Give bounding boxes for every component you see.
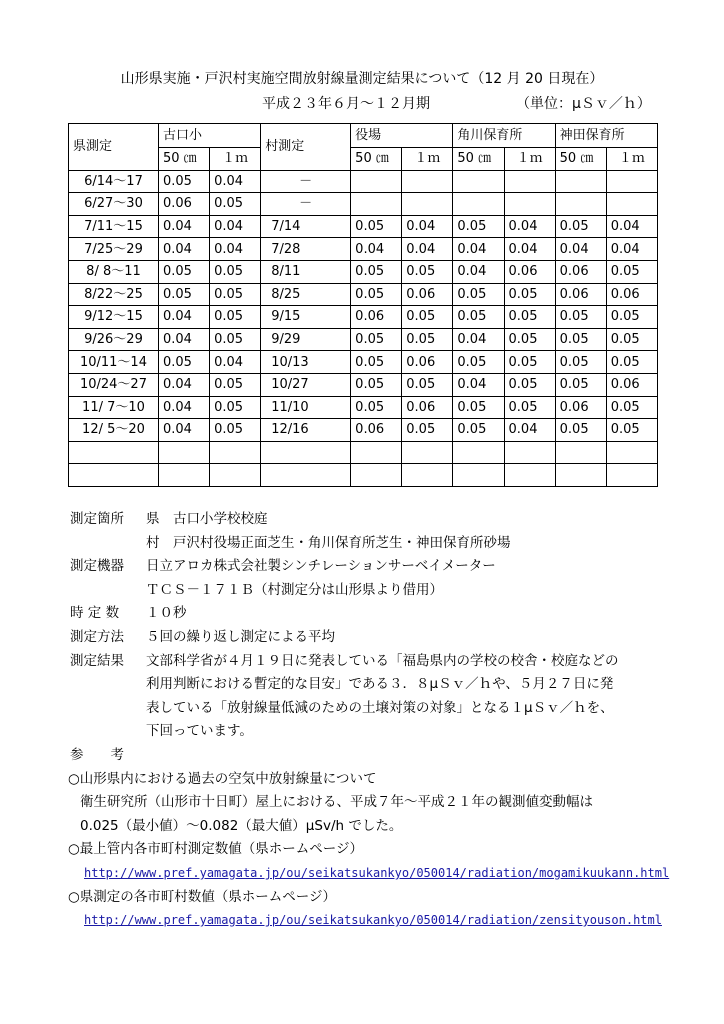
cell-value: 0.04 xyxy=(158,328,209,351)
cell-value xyxy=(158,441,209,464)
cell-value: 0.05 xyxy=(453,306,504,329)
cell-value: 0.04 xyxy=(210,238,261,261)
cell-village-date xyxy=(261,464,351,487)
col-header-village: 村測定 xyxy=(261,124,351,171)
result-label: 測定結果 xyxy=(70,652,124,669)
table-row xyxy=(69,306,658,329)
cell-value xyxy=(210,464,261,487)
cell-value xyxy=(351,193,402,216)
cell-village-date: 10/13 xyxy=(261,351,351,374)
cell-value: 0.05 xyxy=(210,260,261,283)
cell-value: 0.06 xyxy=(555,260,606,283)
cell-pref-date xyxy=(69,464,159,487)
device-line1: 日立アロカ株式会社製シンチレーションサーベイメーター xyxy=(146,558,496,575)
cell-value: 0.05 xyxy=(210,306,261,329)
cell-village-date: － xyxy=(261,170,351,193)
location-pref: 県 古口小学校校庭 xyxy=(146,511,268,527)
cell-value: 0.05 xyxy=(606,260,657,283)
cell-value: 0.06 xyxy=(351,419,402,442)
cell-value xyxy=(351,464,402,487)
cell-pref-date: 12/ 5～20 xyxy=(69,419,159,442)
table-row xyxy=(69,238,658,261)
col-header-furukuchi: 古口小 xyxy=(158,124,260,148)
reference-1-line1: 衛生研究所（山形市十日町）屋上における、平成７年～平成２１年の観測値変動幅は xyxy=(80,794,593,811)
cell-value xyxy=(504,170,555,193)
cell-value: 0.04 xyxy=(504,215,555,238)
cell-value: 0.05 xyxy=(158,170,209,193)
notes-section xyxy=(68,508,668,933)
cell-value: 0.05 xyxy=(555,373,606,396)
table-row xyxy=(69,373,658,396)
reference-1-line2: 0.025（最小値）～0.082（最大値）μSv/h でした。 xyxy=(80,817,403,834)
table-row xyxy=(69,464,658,487)
method-label: 測定方法 xyxy=(70,628,124,645)
cell-value: 0.05 xyxy=(158,283,209,306)
cell-village-date: 9/15 xyxy=(261,306,351,329)
cell-value xyxy=(158,464,209,487)
cell-value: 0.06 xyxy=(606,283,657,306)
cell-value: 0.05 xyxy=(158,351,209,374)
cell-value xyxy=(351,170,402,193)
reference-2-title: ○最上管内各市町村測定数値（県ホームページ） xyxy=(68,841,364,858)
cell-pref-date: 9/12～15 xyxy=(69,306,159,329)
cell-value: 0.06 xyxy=(504,260,555,283)
device-line2: ＴＣＳ－１７１Ｂ（村測定分は山形県より借用） xyxy=(146,581,443,598)
cell-village-date: 10/27 xyxy=(261,373,351,396)
cell-pref-date: 6/27～30 xyxy=(69,193,159,216)
cell-village-date: 8/25 xyxy=(261,283,351,306)
cell-value xyxy=(606,464,657,487)
table-row xyxy=(69,396,658,419)
cell-value: 0.05 xyxy=(504,351,555,374)
table-row xyxy=(69,328,658,351)
cell-value: 0.05 xyxy=(351,283,402,306)
cell-value: 0.05 xyxy=(555,328,606,351)
result-line4: 下回っています。 xyxy=(146,723,253,740)
cell-value: 0.04 xyxy=(453,328,504,351)
result-line3: 表している「放射線量低減のための土壌対策の対象」となる１μＳｖ／ｈを、 xyxy=(146,699,614,716)
cell-value: 0.05 xyxy=(504,306,555,329)
cell-value: 0.04 xyxy=(453,373,504,396)
cell-value xyxy=(402,464,453,487)
cell-value: 0.04 xyxy=(453,238,504,261)
cell-value: 0.05 xyxy=(453,215,504,238)
cell-value: 0.05 xyxy=(555,419,606,442)
cell-value: 0.05 xyxy=(210,373,261,396)
cell-value xyxy=(606,193,657,216)
table-row xyxy=(69,215,658,238)
cell-value: 0.05 xyxy=(453,351,504,374)
cell-value: 0.04 xyxy=(606,238,657,261)
cell-value: 0.04 xyxy=(555,238,606,261)
document-title: 山形県実施・戸沢村実施空間放射線量測定結果について（12 月 20 日現在） xyxy=(120,71,604,87)
cell-value: 0.04 xyxy=(453,260,504,283)
cell-value: 0.05 xyxy=(351,351,402,374)
cell-value: 0.05 xyxy=(606,351,657,374)
cell-pref-date: 7/25～29 xyxy=(69,238,159,261)
cell-value: 0.05 xyxy=(210,396,261,419)
cell-value: 0.04 xyxy=(210,351,261,374)
cell-value: 0.06 xyxy=(555,283,606,306)
cell-village-date: 8/11 xyxy=(261,260,351,283)
cell-pref-date: 11/ 7～10 xyxy=(69,396,159,419)
cell-village-date: － xyxy=(261,193,351,216)
cell-value xyxy=(504,193,555,216)
cell-value: 0.05 xyxy=(402,306,453,329)
cell-value: 0.04 xyxy=(402,215,453,238)
result-line1: 文部科学省が４月１９日に発表している「福島県内の学校の校舎・校庭などの xyxy=(146,652,619,669)
cell-value: 0.05 xyxy=(606,306,657,329)
cell-pref-date: 10/24～27 xyxy=(69,373,159,396)
cell-village-date: 7/14 xyxy=(261,215,351,238)
cell-value: 0.05 xyxy=(351,215,402,238)
cell-value: 0.05 xyxy=(402,328,453,351)
cell-value xyxy=(351,441,402,464)
subheader-50cm: 50 ㎝ xyxy=(351,148,402,171)
cell-value: 0.04 xyxy=(351,238,402,261)
cell-value: 0.05 xyxy=(402,419,453,442)
subheader-1m: １ｍ xyxy=(210,148,261,171)
cell-value: 0.04 xyxy=(158,238,209,261)
cell-value: 0.05 xyxy=(504,328,555,351)
subheader-1m: １ｍ xyxy=(402,148,453,171)
subheader-1m: １ｍ xyxy=(606,148,657,171)
cell-value: 0.04 xyxy=(210,215,261,238)
subheader-50cm: 50 ㎝ xyxy=(453,148,504,171)
col-header-pref: 県測定 xyxy=(69,124,159,171)
unit-label: （単位：μＳｖ／ｈ） xyxy=(516,96,651,112)
cell-value: 0.04 xyxy=(504,238,555,261)
cell-value: 0.04 xyxy=(158,373,209,396)
cell-pref-date: 7/11～15 xyxy=(69,215,159,238)
cell-value: 0.05 xyxy=(351,260,402,283)
cell-value: 0.06 xyxy=(606,373,657,396)
cell-value: 0.04 xyxy=(210,170,261,193)
cell-value: 0.05 xyxy=(606,419,657,442)
cell-value xyxy=(453,441,504,464)
cell-value: 0.06 xyxy=(402,283,453,306)
cell-value xyxy=(453,170,504,193)
cell-pref-date: 8/22～25 xyxy=(69,283,159,306)
cell-value: 0.05 xyxy=(453,396,504,419)
cell-value: 0.05 xyxy=(210,419,261,442)
table-row xyxy=(69,170,658,193)
table-row xyxy=(69,260,658,283)
cell-value xyxy=(504,441,555,464)
cell-value: 0.05 xyxy=(555,215,606,238)
cell-value: 0.06 xyxy=(555,396,606,419)
cell-value: 0.05 xyxy=(351,328,402,351)
measurement-table xyxy=(68,123,658,487)
cell-value: 0.05 xyxy=(158,260,209,283)
device-label: 測定機器 xyxy=(70,558,124,575)
cell-value: 0.05 xyxy=(351,373,402,396)
cell-value xyxy=(555,441,606,464)
cell-value: 0.05 xyxy=(351,396,402,419)
cell-value: 0.05 xyxy=(210,328,261,351)
cell-pref-date: 6/14～17 xyxy=(69,170,159,193)
col-header-tsunokawa: 角川保育所 xyxy=(453,124,555,148)
cell-village-date xyxy=(261,441,351,464)
cell-value: 0.05 xyxy=(504,373,555,396)
cell-value: 0.05 xyxy=(453,283,504,306)
reference-1-title: ○山形県内における過去の空気中放射線量について xyxy=(68,770,377,787)
cell-pref-date: 9/26～29 xyxy=(69,328,159,351)
reference-2-link[interactable]: http://www.pref.yamagata.jp/ou/seikatsukankyo/050014/radiation/mogamikuukann.html xyxy=(84,865,670,880)
cell-value: 0.06 xyxy=(402,396,453,419)
cell-value: 0.04 xyxy=(158,306,209,329)
subheader-50cm: 50 ㎝ xyxy=(555,148,606,171)
reference-3-link[interactable]: http://www.pref.yamagata.jp/ou/seikatsukankyo/050014/radiation/zensityouson.html xyxy=(84,913,662,928)
table-row xyxy=(69,441,658,464)
cell-value xyxy=(453,193,504,216)
table-row xyxy=(69,193,658,216)
cell-value: 0.06 xyxy=(402,351,453,374)
cell-value: 0.04 xyxy=(504,419,555,442)
location-village: 村 戸沢村役場正面芝生・角川保育所芝生・神田保育所砂場 xyxy=(146,534,511,551)
cell-value: 0.05 xyxy=(555,306,606,329)
cell-value: 0.04 xyxy=(606,215,657,238)
cell-value: 0.04 xyxy=(402,238,453,261)
cell-value: 0.05 xyxy=(555,351,606,374)
cell-village-date: 11/10 xyxy=(261,396,351,419)
col-header-office: 役場 xyxy=(351,124,453,148)
result-line2: 利用判断における暫定的な目安」である３．８μＳｖ／ｈや、５月２７日に発 xyxy=(146,676,614,693)
table-row xyxy=(69,283,658,306)
cell-pref-date: 8/ 8～11 xyxy=(69,260,159,283)
cell-value: 0.06 xyxy=(351,306,402,329)
col-header-kanda: 神田保育所 xyxy=(555,124,657,148)
cell-value: 0.05 xyxy=(402,260,453,283)
cell-value: 0.04 xyxy=(158,215,209,238)
cell-value xyxy=(402,193,453,216)
reference-3-title: ○県測定の各市町村数値（県ホームページ） xyxy=(68,888,337,905)
cell-value xyxy=(606,170,657,193)
cell-value xyxy=(453,464,504,487)
cell-value: 0.05 xyxy=(606,396,657,419)
cell-value xyxy=(606,441,657,464)
table-row xyxy=(69,419,658,442)
cell-value: 0.05 xyxy=(504,396,555,419)
cell-value: 0.04 xyxy=(158,419,209,442)
count-label: 時 定 数 xyxy=(70,605,120,622)
cell-value: 0.05 xyxy=(210,283,261,306)
cell-value xyxy=(555,170,606,193)
cell-pref-date xyxy=(69,441,159,464)
subheader-1m: １ｍ xyxy=(504,148,555,171)
cell-value: 0.05 xyxy=(453,419,504,442)
cell-value: 0.05 xyxy=(402,373,453,396)
cell-value: 0.06 xyxy=(158,193,209,216)
subheader-50cm: 50 ㎝ xyxy=(158,148,209,171)
cell-value: 0.05 xyxy=(606,328,657,351)
cell-value: 0.05 xyxy=(504,283,555,306)
method-value: ５回の繰り返し測定による平均 xyxy=(146,628,335,645)
reference-label: 参 考 xyxy=(70,746,124,763)
cell-village-date: 7/28 xyxy=(261,238,351,261)
cell-village-date: 12/16 xyxy=(261,419,351,442)
cell-value xyxy=(402,170,453,193)
table-row xyxy=(69,351,658,374)
cell-value: 0.04 xyxy=(158,396,209,419)
cell-village-date: 9/29 xyxy=(261,328,351,351)
cell-value xyxy=(504,464,555,487)
period-label: 平成２３年６月～１２月期 xyxy=(262,96,430,112)
cell-value xyxy=(210,441,261,464)
count-value: １０秒 xyxy=(146,605,187,622)
cell-value: 0.05 xyxy=(210,193,261,216)
table-header-row xyxy=(69,124,658,148)
cell-pref-date: 10/11～14 xyxy=(69,351,159,374)
location-label: 測定箇所 xyxy=(70,511,124,527)
cell-value xyxy=(402,441,453,464)
cell-value xyxy=(555,193,606,216)
cell-value xyxy=(555,464,606,487)
